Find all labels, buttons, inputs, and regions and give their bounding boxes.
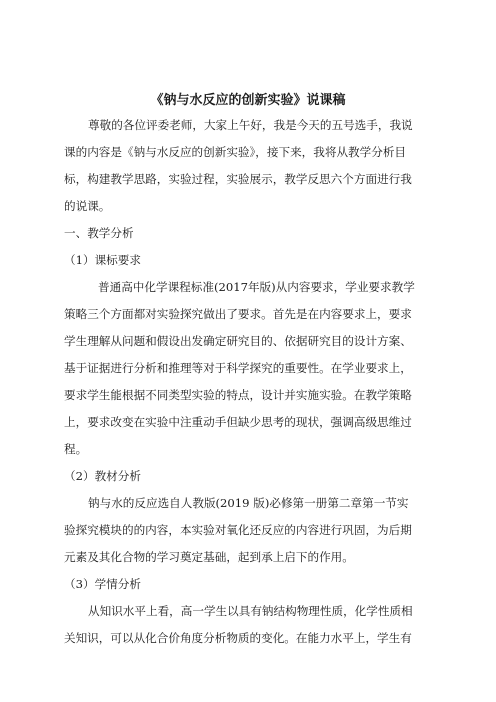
textbook-line: 钠与水的反应选自人教版(2019 版)必修第一册第二章第一节实 <box>88 496 409 510</box>
subsection-heading-curriculum: （1）课标要求 <box>64 253 141 267</box>
textbook-line: 元素及其化合物的学习奠定基础，起到承上启下的作用。 <box>64 550 354 564</box>
curriculum-line: 基于证据进行分析和推理等对于科学探究的重要性。在学业要求上， <box>64 361 412 375</box>
curriculum-line: 上，要求改变在实验中注重动手但缺少思考的现状，强调高级思维过 <box>64 415 412 429</box>
curriculum-line: 普通高中化学课程标准(2017年版)从内容要求，学业要求教学 <box>98 280 415 294</box>
subsection-heading-textbook: （2）教材分析 <box>64 469 141 483</box>
intro-line: 的说课。 <box>64 199 111 213</box>
students-line: 关知识，可以从化合价角度分析物质的变化。在能力水平上，学生有 <box>64 631 412 645</box>
intro-line: 课的内容是《钠与水反应的创新实验》，接下来，我将从教学分析目 <box>64 145 407 159</box>
curriculum-line: 策略三个方面都对实验探究做出了要求。首先是在内容要求上，要求 <box>64 307 412 321</box>
subsection-heading-students: （3）学情分析 <box>64 577 141 591</box>
document-title: 《钠与水反应的创新实验》说课稿 <box>150 93 346 108</box>
intro-line: 尊敬的各位评委老师，大家上午好，我是今天的五号选手，我说 <box>88 118 413 132</box>
students-line: 从知识水平上看，高一学生以具有钠结构物理性质，化学性质相 <box>88 604 413 618</box>
textbook-line: 验探究模块的的内容，本实验对氧化还反应的内容进行巩固，为后期 <box>64 523 412 537</box>
curriculum-line: 学生理解从问题和假设出发确定研究目的、依据研究目的设计方案、 <box>64 334 412 348</box>
curriculum-line: 要求学生能根据不同类型实验的特点，设计并实施实验。在教学策略 <box>64 388 412 402</box>
intro-line: 标，构建教学思路，实验过程，实验展示，教学反思六个方面进行我 <box>64 172 412 186</box>
curriculum-line: 程。 <box>64 442 88 456</box>
section-heading-teaching-analysis: 一、教学分析 <box>64 226 134 240</box>
